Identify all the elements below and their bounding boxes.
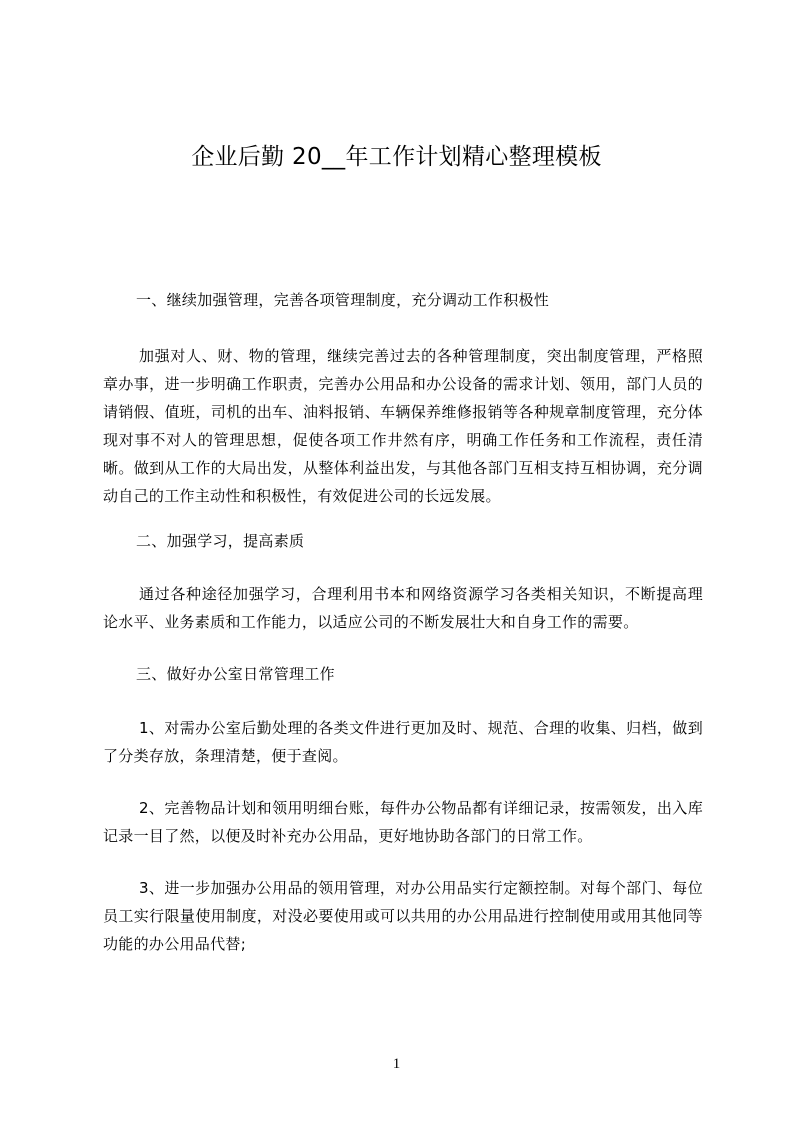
paragraph-item-3: 3、进一步加强办公用品的领用管理，对办公用品实行定额控制。对每个部门、每位员工实行限量使用制度，对没必要使用或可以共用的办公用品进行控制使用或用其他同等功能的办公用品代替; — [103, 879, 703, 953]
section-heading-1: 一、继续加强管理，完善各项管理制度，充分调动工作积极性 — [136, 291, 550, 309]
paragraph-item-2: 2、完善物品计划和领用明细台账，每件办公物品都有详细记录，按需领发，出入库记录一目了然，以便及时补充办公用品，更好地协助各部门的日常工作。 — [103, 799, 703, 845]
paragraph-item-1: 1、对需办公室后勤处理的各类文件进行更加及时、规范、合理的收集、归档，做到了分类存放，条理清楚，便于查阅。 — [103, 719, 703, 765]
document-title: 企业后勤 20__年工作计划精心整理模板 — [191, 144, 602, 170]
paragraph-management: 加强对人、财、物的管理，继续完善过去的各种管理制度，突出制度管理，严格照章办事，进一步明确工作职责，完善办公用品和办公设备的需求计划、领用，部门人员的请销假、值班，司机的出车、油料报销、车辆保养维修报销等各种规章制度管理，充分体现对事不对人的管理思想，促使各项工作井然有序，明确工作任务和工作流程，责任清晰。做到从工作的大局出发，从整体利益出发，与其他各部门互相支持互相协调，充分调动自己的工作主动性和积极性，有效促进公司的长远发展。 — [103, 347, 703, 505]
paragraph-learning: 通过各种途径加强学习，合理利用书本和网络资源学习各类相关知识，不断提高理论水平、业务素质和工作能力，以适应公司的不断发展壮大和自身工作的需要。 — [103, 585, 703, 631]
section-heading-2: 二、加强学习，提高素质 — [136, 532, 305, 550]
section-heading-3: 三、做好办公室日常管理工作 — [136, 665, 335, 683]
page-number: 1 — [392, 1056, 401, 1072]
